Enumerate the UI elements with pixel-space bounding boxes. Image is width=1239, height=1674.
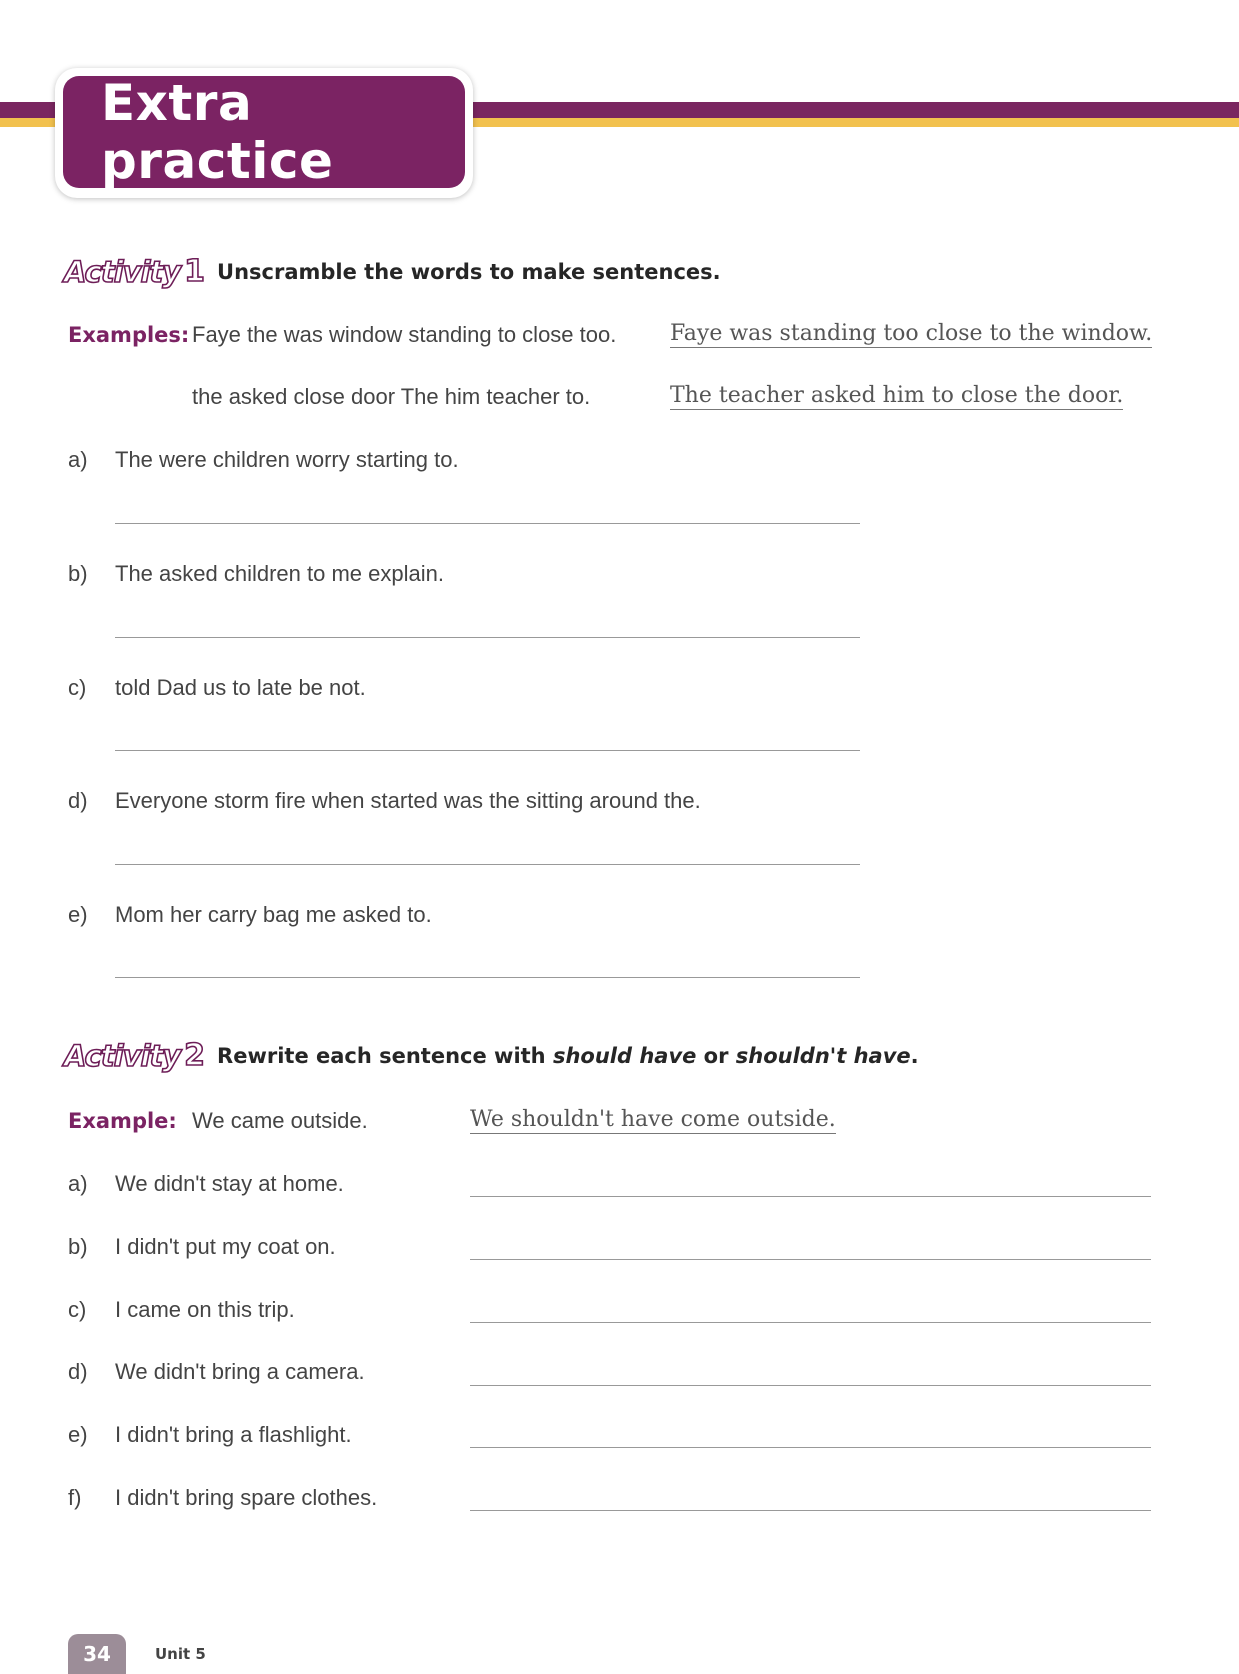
activity2-example-answer: We shouldn't have come outside. (470, 1107, 836, 1132)
activity1-item-e-letter: e) (68, 902, 88, 927)
activity1-example2-scrambled: the asked close door The him teacher to. (192, 384, 591, 409)
unit-label: Unit 5 (155, 1645, 206, 1663)
activity1-item-c-letter: c) (68, 675, 87, 700)
activity2-badge: Activity (64, 1038, 181, 1073)
activity2-item-b-answer-line[interactable] (470, 1259, 1151, 1260)
activity1-example2-answer: The teacher asked him to close the door. (670, 383, 1124, 408)
activity2-item-e-answer-line[interactable] (470, 1447, 1151, 1448)
activity2-number: 2 (184, 1038, 206, 1073)
activity2-item-e-text: I didn't bring a flashlight. (115, 1422, 352, 1447)
activity2-item-c-letter: c) (68, 1297, 87, 1322)
activity2-heading (64, 1038, 919, 1073)
activity1-example1-answer: Faye was standing too close to the window. (670, 321, 1153, 346)
activity2-item-d-letter: d) (68, 1359, 88, 1384)
activity1-item-d-answer-line[interactable] (115, 864, 860, 865)
activity2-item-f-letter: f) (68, 1485, 82, 1510)
activity1-heading (64, 254, 721, 289)
activity1-item-a-letter: a) (68, 447, 88, 472)
page-title: Extra practice (101, 74, 334, 190)
activity1-examples-label: Examples: (68, 323, 190, 347)
activity1-item-d-text: Everyone storm fire when started was the sitting around the. (115, 788, 701, 813)
activity2-item-c-answer-line[interactable] (470, 1322, 1151, 1323)
activity1-item-b-text: The asked children to me explain. (115, 561, 444, 586)
activity2-instruction: Rewrite each sentence with should have or shouldn't have. (217, 1043, 919, 1068)
activity1-item-b-letter: b) (68, 561, 88, 586)
activity1-example1-scrambled: Faye the was window standing to close too. (192, 322, 617, 347)
activity2-item-f-text: I didn't bring spare clothes. (115, 1485, 378, 1510)
activity2-item-c-text: I came on this trip. (115, 1297, 295, 1322)
activity1-item-e-text: Mom her carry bag me asked to. (115, 902, 432, 927)
activity2-item-f-answer-line[interactable] (470, 1510, 1151, 1511)
activity1-badge: Activity (64, 254, 181, 289)
activity2-item-a-text: We didn't stay at home. (115, 1171, 344, 1196)
activity1-item-a-text: The were children worry starting to. (115, 447, 459, 472)
title-box (63, 76, 465, 188)
activity1-item-d-letter: d) (68, 788, 88, 813)
activity1-item-c-text: told Dad us to late be not. (115, 675, 366, 700)
activity2-example-sentence: We came outside. (192, 1108, 368, 1133)
activity2-item-e-letter: e) (68, 1422, 88, 1447)
activity1-item-a-answer-line[interactable] (115, 523, 860, 524)
page-number-tab: 34 (68, 1634, 126, 1674)
activity1-item-c-answer-line[interactable] (115, 750, 860, 751)
activity2-item-a-letter: a) (68, 1171, 88, 1196)
activity1-number: 1 (184, 254, 206, 289)
activity1-item-e-answer-line[interactable] (115, 977, 860, 978)
activity2-item-b-text: I didn't put my coat on. (115, 1234, 336, 1259)
activity2-item-b-letter: b) (68, 1234, 88, 1259)
activity2-item-a-answer-line[interactable] (470, 1196, 1151, 1197)
activity1-item-b-answer-line[interactable] (115, 637, 860, 638)
title-frame (55, 68, 473, 198)
activity2-item-d-answer-line[interactable] (470, 1385, 1151, 1386)
activity2-item-d-text: We didn't bring a camera. (115, 1359, 365, 1384)
activity2-example-label: Example: (68, 1109, 177, 1133)
activity1-instruction: Unscramble the words to make sentences. (217, 259, 721, 284)
